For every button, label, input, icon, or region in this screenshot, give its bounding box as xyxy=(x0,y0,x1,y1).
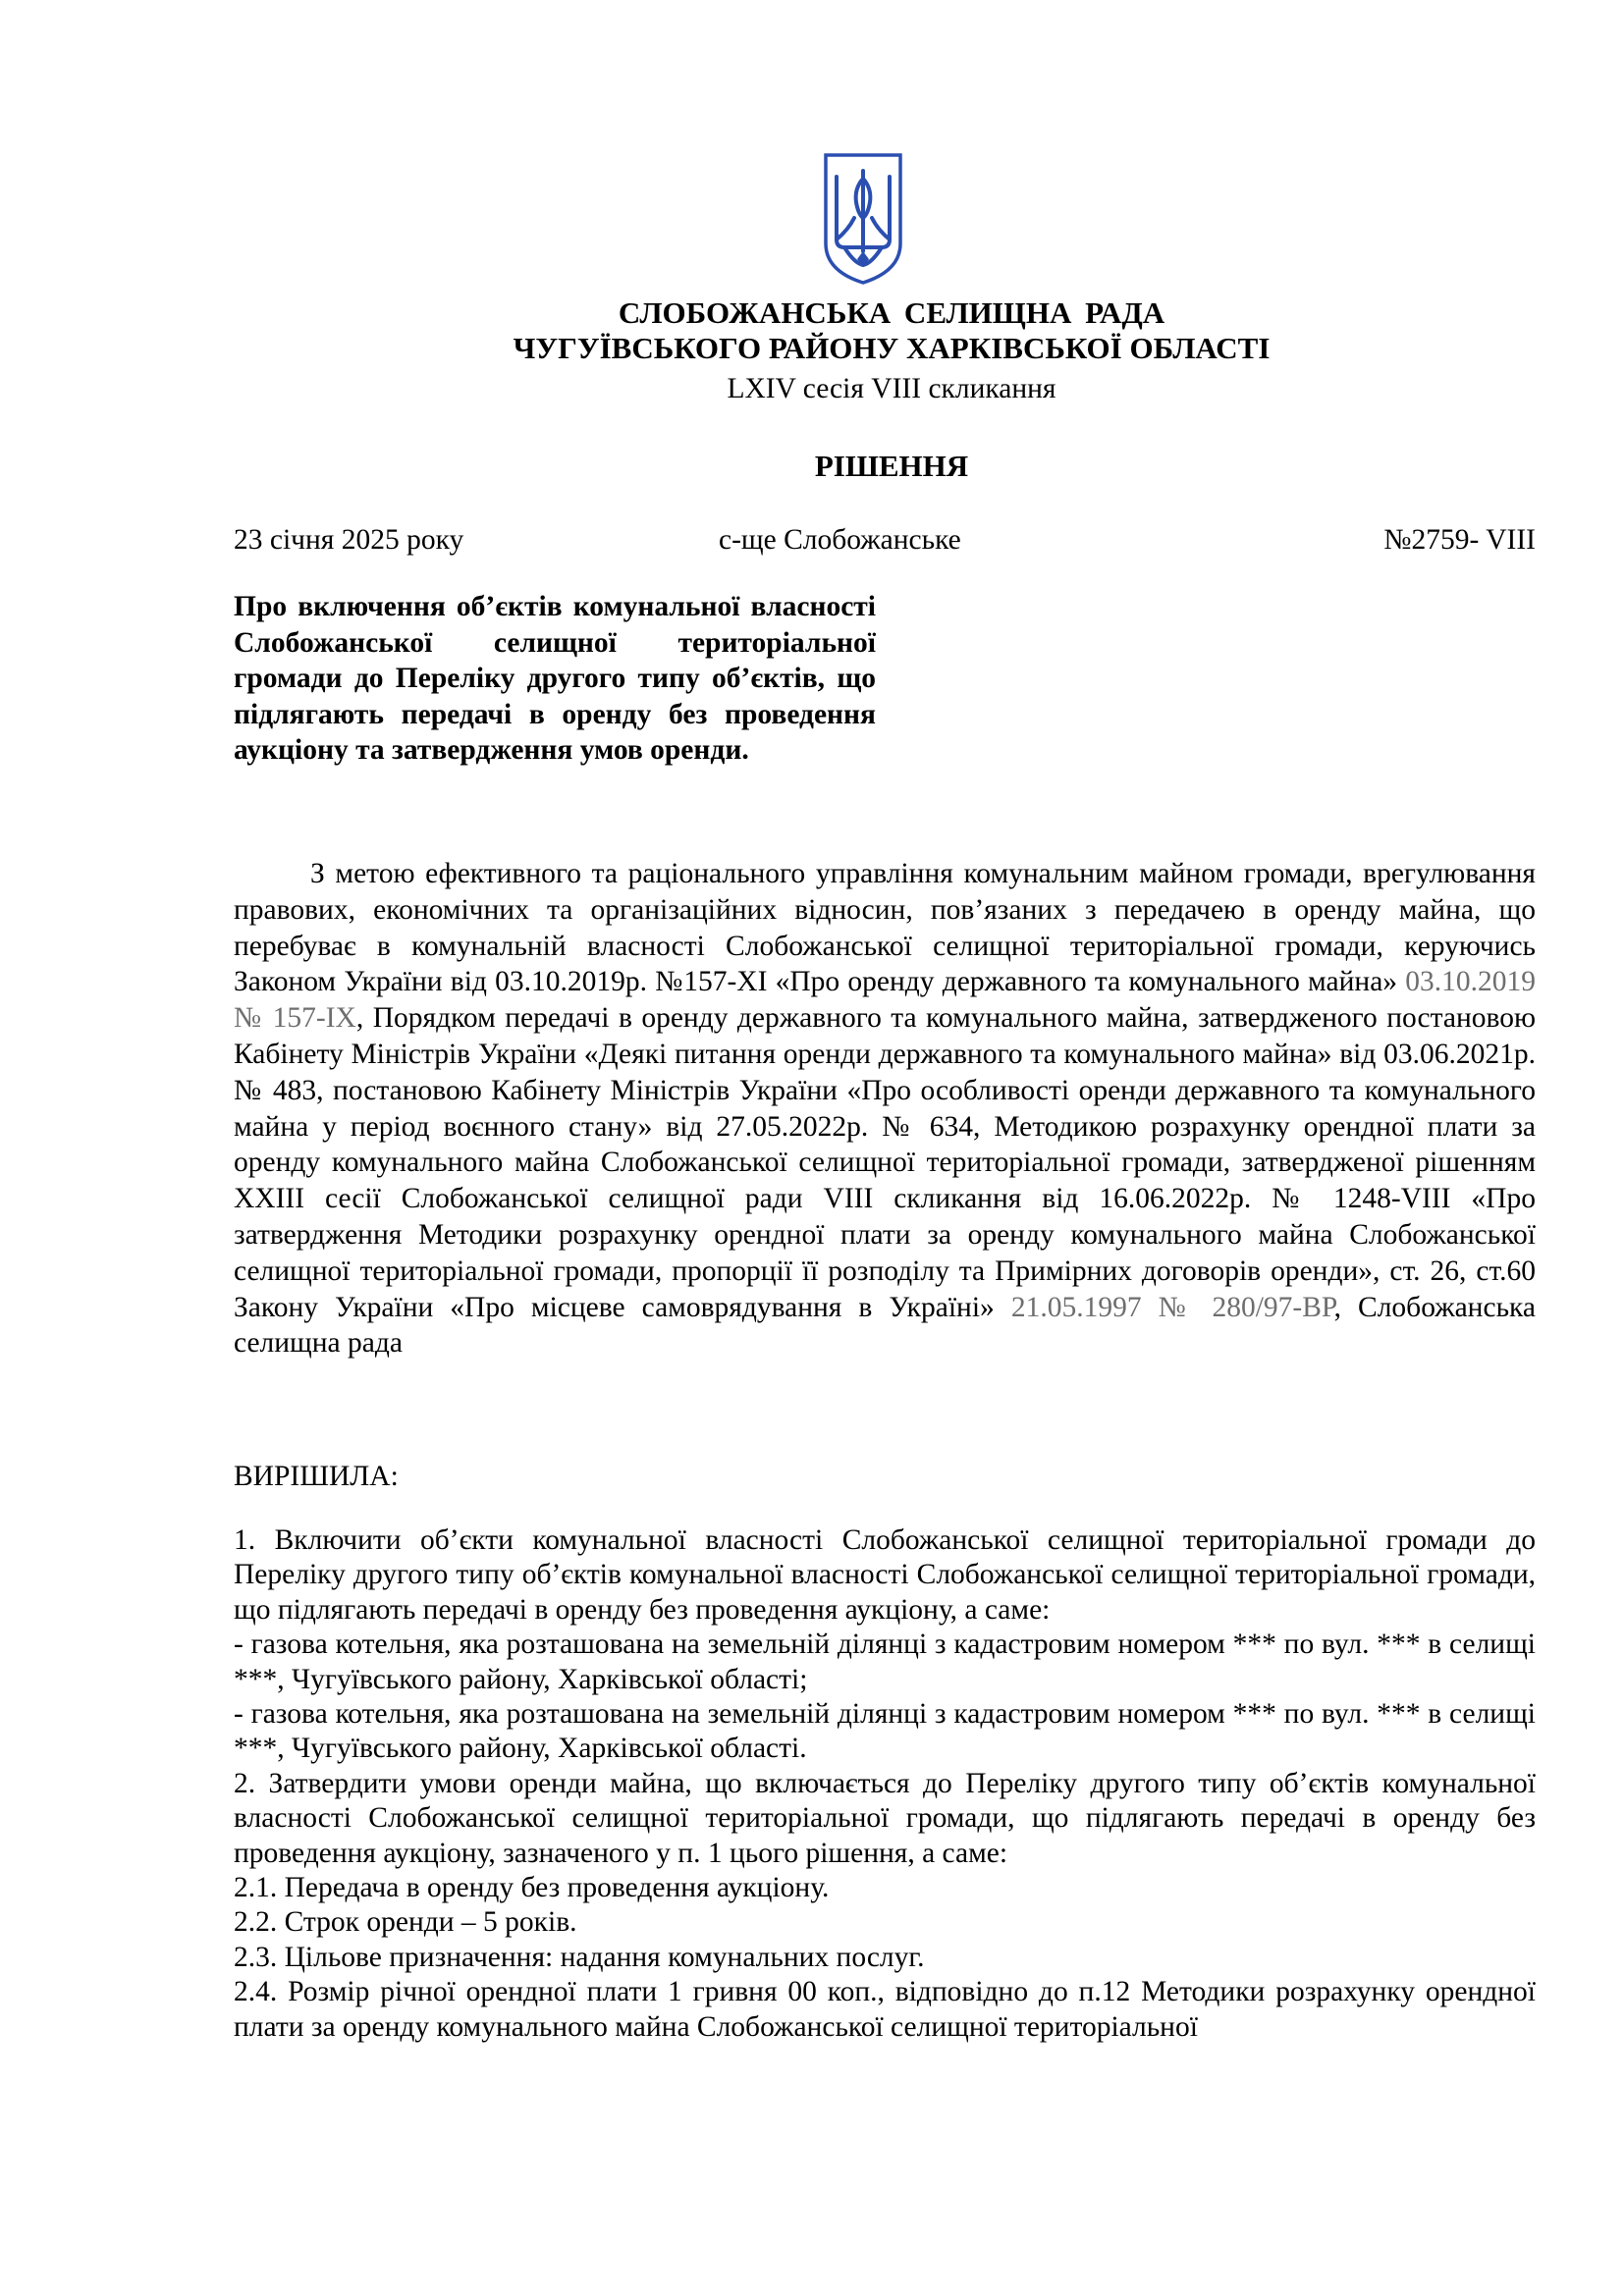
preamble-text: , Слобожанська селищна рада xyxy=(234,1291,1536,1360)
preamble-paragraph xyxy=(234,856,1536,1362)
law-reference-link[interactable]: 21.05.1997 № 280/97-ВР xyxy=(1010,1291,1334,1323)
decision-item: 2.4. Розмір річної орендної плати 1 гривня 00 коп., відповідно до п.12 Методики розрахунку орендної плати за оренду комунального майна Слобожанської селищної територіальної xyxy=(234,1976,1536,2043)
preamble-text: , Порядком передачі в оренду державного та комунального майна, затвердженого постановою Кабінету Міністрів України «Деякі питання оренди державного та комунального майна» від 03.06.2021р. № 483, постановою Кабінету Міністрів України «Про особливості оренди державного та комунального майна у період воєнного стану» від 27.05.2022р. № 634, Методикою розрахунку орендної плати за оренду комунального майна Слобожанської селищної територіальної громади, затвердженої рішенням ХХІІІ сесії Слобожанської селищної ради VIII скликання від 16.06.2022р. № 1248-VIII «Про затвердження Методики розрахунку орендної плати за оренду комунального майна Слобожанської селищної територіальної громади, пропорції її розподілу та Примірних договорів оренди», ст. 26, ст.60 Закону України «Про місцеве самоврядування в Україні» xyxy=(234,1002,1536,1323)
law-reference-link[interactable]: 03.10.2019 № 157-IX xyxy=(234,966,1537,1035)
decision-item: 2.1. Передача в оренду без проведення аукціону. xyxy=(234,1872,830,1904)
document-type-title: РІШЕННЯ xyxy=(814,449,969,483)
decision-date: 23 січня 2025 року xyxy=(234,524,464,556)
session-info: LXIV сесія VIII скликання xyxy=(727,373,1056,404)
council-district: ЧУГУЇВСЬКОГО РАЙОНУ ХАРКІВСЬКОЇ ОБЛАСТІ xyxy=(513,331,1271,365)
decision-items xyxy=(234,1523,1536,2045)
decision-item: - газова котельня, яка розташована на земельній ділянці з кадастровим номером *** по вул. *** в селищі ***, Чугуївського району, Харківської області; xyxy=(234,1629,1536,1695)
preamble-text: З метою ефективного та раціонального управління комунальним майном громади, врегулювання правових, економічних та організаційних відносин, пов’язаних з передачею в оренду майна, що перебуває в комунальній власності Слобожанської селищної територіальної громади, керуючись Законом України від 03.10.2019р. №157-ХІ «Про оренду державного та комунального майна» xyxy=(234,858,1536,998)
decision-item: 2.2. Строк оренди – 5 років. xyxy=(234,1906,577,1939)
decision-subject: Про включення об’єктів комунальної власності Слобожанської селищної територіальної громади до Переліку другого типу об’єктів, що підлягають передачі в оренду без проведення аукціону та затвердження умов оренди. xyxy=(234,591,876,766)
decision-item: 2.3. Цільове призначення: надання комунальних послуг. xyxy=(234,1941,925,1973)
coat-of-arms-icon xyxy=(821,149,905,287)
resolved-label: ВИРІШИЛА: xyxy=(234,1461,399,1492)
decision-meta xyxy=(234,522,1536,559)
decision-item: - газова котельня, яка розташована на земельній ділянці з кадастровим номером *** по вул. *** в селищі ***, Чугуївського району, Харківської області. xyxy=(234,1698,1536,1765)
council-name: СЛОБОЖАНСЬКА СЕЛИЩНА РАДА xyxy=(618,295,1165,330)
decision-number: №2759- VIII xyxy=(1383,524,1536,556)
decision-place: с-ще Слобожанське xyxy=(719,524,961,556)
decision-item: 1. Включити об’єкти комунальної власності Слобожанської селищної територіальної громади до Переліку другого типу об’єктів комунальної власності Слобожанської селищної територіальної громади, що підлягають передачі в оренду без проведення аукціону, а саме: xyxy=(234,1524,1536,1626)
decision-item: 2. Затвердити умови оренди майна, що включається до Переліку другого типу об’єктів комунальної власності Слобожанської селищної територіальної громади, що підлягають передачі в оренду без проведення аукціону, зазначеного у п. 1 цього рішення, а саме: xyxy=(234,1767,1536,1869)
